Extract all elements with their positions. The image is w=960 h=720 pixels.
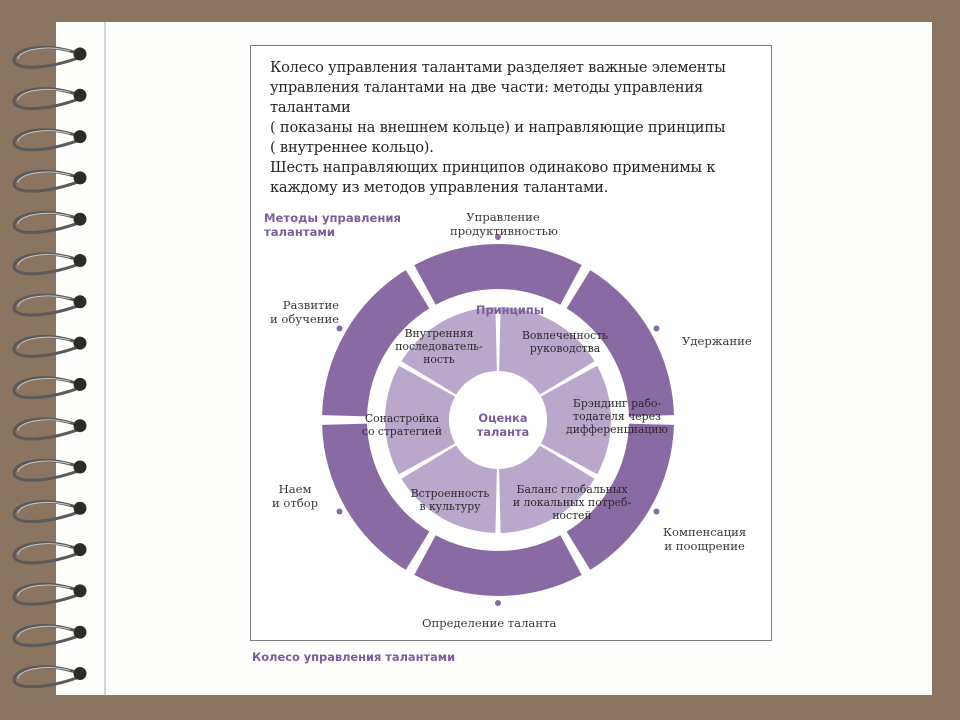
pointer-dot-talent-definition [495,600,501,606]
intro-paragraph-2: Шесть направляющих принципов одинаково применимы к каждому из методов управления талантами. [270,159,716,196]
inner-label-balance: Баланс глобальных и локальных потреб- ностей [512,483,632,522]
inner-label-leadership: Вовлеченность руководства [521,329,609,355]
inner-label-strategy: Сонастройка со стратегией [361,412,443,438]
outer-label-retention: Удержание [682,334,752,348]
outer-label-productivity: Управление продуктивностью [450,210,559,238]
pointer-dot-development [337,326,343,332]
figure-caption: Колесо управления талантами [252,650,456,664]
outer-label-development: Развитие и обучение [270,298,340,326]
pointer-dot-compensation [653,509,659,515]
pointer-dot-retention [653,326,659,332]
center-label-talent-assessment: Оценка таланта [476,411,530,439]
outer-label-hiring: Наем и отбор [272,482,319,510]
inner-label-consistency: Внутренняя последователь- ность [395,327,483,366]
outer-ring-legend: Методы управления талантами [264,211,401,239]
principles-title: Принципы [475,303,545,317]
outer-label-talent-definition: Определение таланта [422,616,557,630]
inner-label-culture: Встроенность в культуру [410,487,490,513]
inner-label-branding: Брэндинг рабо- тодателя через дифференциацию [566,397,668,436]
pointer-dot-hiring [337,509,343,515]
outer-label-compensation: Компенсация и поощрение [663,525,747,553]
intro-paragraph-1: Колесо управления талантами разделяет важные элементы управления талантами на две части: методы управления талантами ( показаны на внешнем кольце) и направляющие принципы ( внутреннее кольцо). [270,59,726,156]
